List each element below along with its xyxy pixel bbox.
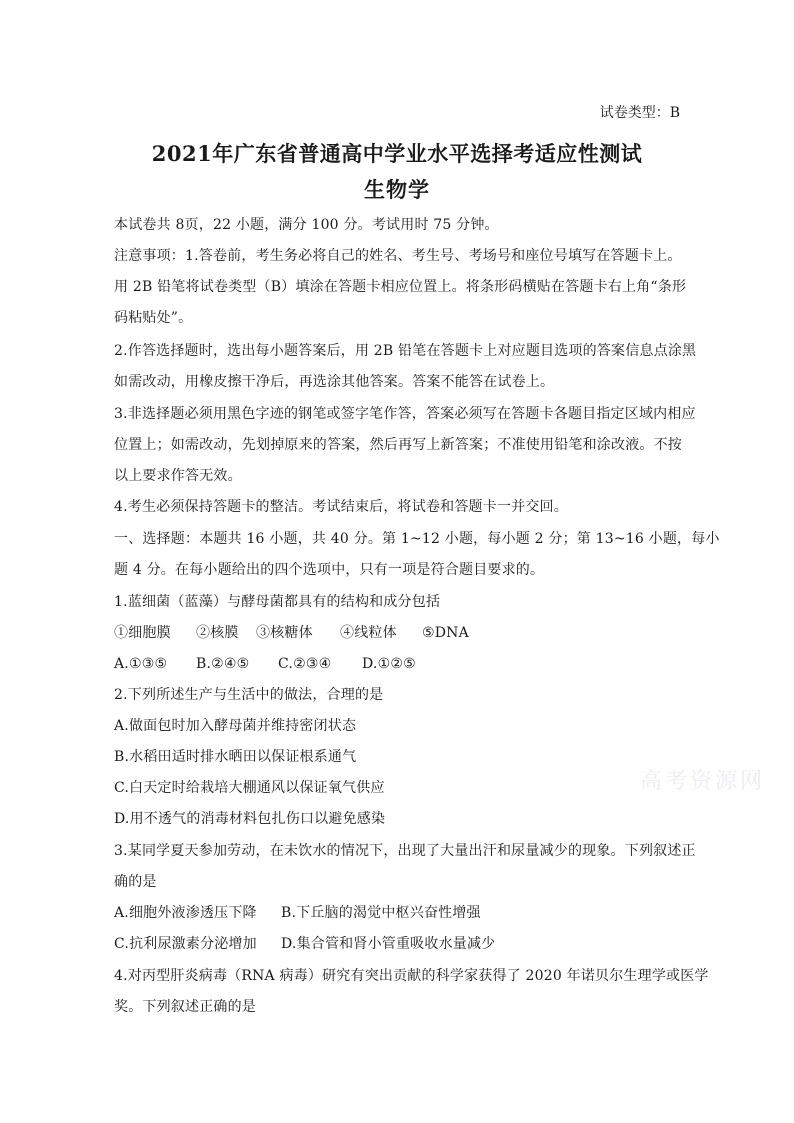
q2-option-b: B.水稻田适时排水晒田以保证根系通气 <box>114 749 357 765</box>
section-1-line-1: 一、选择题：本题共 16 小题，共 40 分。第 1~12 小题，每小题 2 分；第 13~16 小题，每小 <box>114 531 720 547</box>
q1-item: ②核膜 <box>196 625 239 641</box>
watermark: 高考资源网 <box>640 769 766 794</box>
notice-1-line-1: 注意事项：1.答卷前，考生务必将自己的姓名、考生号、考场号和座位号填写在答题卡上。 <box>114 248 682 264</box>
q2-stem: 2.下列所述生产与生活中的做法，合理的是 <box>114 687 384 703</box>
notice-1-line-3: 码粘贴处”。 <box>114 310 193 326</box>
q1-item: ①细胞膜 <box>114 625 171 641</box>
q1-option-c: C.②③④ <box>278 656 332 672</box>
q1-option-d: D.①②⑤ <box>362 656 416 672</box>
exam-title: 2021年广东省普通高中学业水平选择考适应性测试 <box>151 141 643 166</box>
notice-3-line-2: 位置上；如需改动，先划掉原来的答案，然后再写上新答案；不准使用铅笔和涂改液。不按 <box>114 437 682 453</box>
q2-option-c: C.白天定时给栽培大棚通风以保证氧气供应 <box>114 780 385 796</box>
paper-type-label: 试卷类型：B <box>599 105 680 121</box>
exam-summary: 本试卷共 8页，22 小题，满分 100 分。考试用时 75 分钟。 <box>114 217 499 233</box>
q1-stem: 1.蓝细菌（蓝藻）与酵母菌都具有的结构和成分包括 <box>114 594 441 610</box>
q1-options <box>114 654 416 674</box>
q3-option-a: A.细胞外液渗透压下降 <box>114 905 257 921</box>
q1-option-a: A.①③⑤ <box>114 656 168 672</box>
notice-2-line-2: 如需改动，用橡皮擦干净后，再选涂其他答案。答案不能答在试卷上。 <box>114 374 555 390</box>
notice-4: 4.考生必须保持答题卡的整洁。考试结束后，将试卷和答题卡一并交回。 <box>114 499 568 515</box>
q1-item: ④线粒体 <box>340 625 397 641</box>
q2-option-d: D.用不透气的消毒材料包扎伤口以避免感染 <box>114 811 386 827</box>
notice-1-line-2: 用 2B 铅笔将试卷类型（B）填涂在答题卡相应位置上。将条形码横贴在答题卡右上角“条形 <box>114 279 687 295</box>
q4-stem-line-1: 4.对丙型肝炎病毒（RNA 病毒）研究有突出贡献的科学家获得了 2020 年诺贝尔生理学或医学 <box>114 968 709 984</box>
q1-item: ③核糖体 <box>256 625 313 641</box>
q3-options-row-1 <box>114 903 481 923</box>
q3-option-b: B.下丘脑的渴觉中枢兴奋性增强 <box>281 905 481 921</box>
q1-item: ⑤DNA <box>422 625 469 641</box>
q3-stem-line-1: 3.某同学夏天参加劳动，在未饮水的情况下，出现了大量出汗和尿量减少的现象。下列叙述正 <box>114 843 696 859</box>
q3-options-row-2 <box>114 934 495 954</box>
q4-stem-line-2: 奖。下列叙述正确的是 <box>114 999 256 1015</box>
subject-title: 生物学 <box>364 177 430 202</box>
q1-items <box>114 623 469 643</box>
q1-option-b: B.②④⑤ <box>196 656 250 672</box>
q3-option-d: D.集合管和肾小管重吸收水量减少 <box>281 936 496 952</box>
notice-3-line-3: 以上要求作答无效。 <box>114 468 242 484</box>
notice-2-line-1: 2.作答选择题时，选出每小题答案后，用 2B 铅笔在答题卡上对应题目选项的答案信息点涂黑 <box>114 343 697 359</box>
q2-option-a: A.做面包时加入酵母菌并维持密闭状态 <box>114 718 357 734</box>
q3-stem-line-2: 确的是 <box>114 874 157 890</box>
section-1-line-2: 题 4 分。在每小题给出的四个选项中，只有一项是符合题目要求的。 <box>114 562 545 578</box>
notice-3-line-1: 3.非选择题必须用黑色字迹的钢笔或签字笔作答，答案必须写在答题卡各题目指定区域内相应 <box>114 406 696 422</box>
q3-option-c: C.抗利尿激素分泌增加 <box>114 936 257 952</box>
